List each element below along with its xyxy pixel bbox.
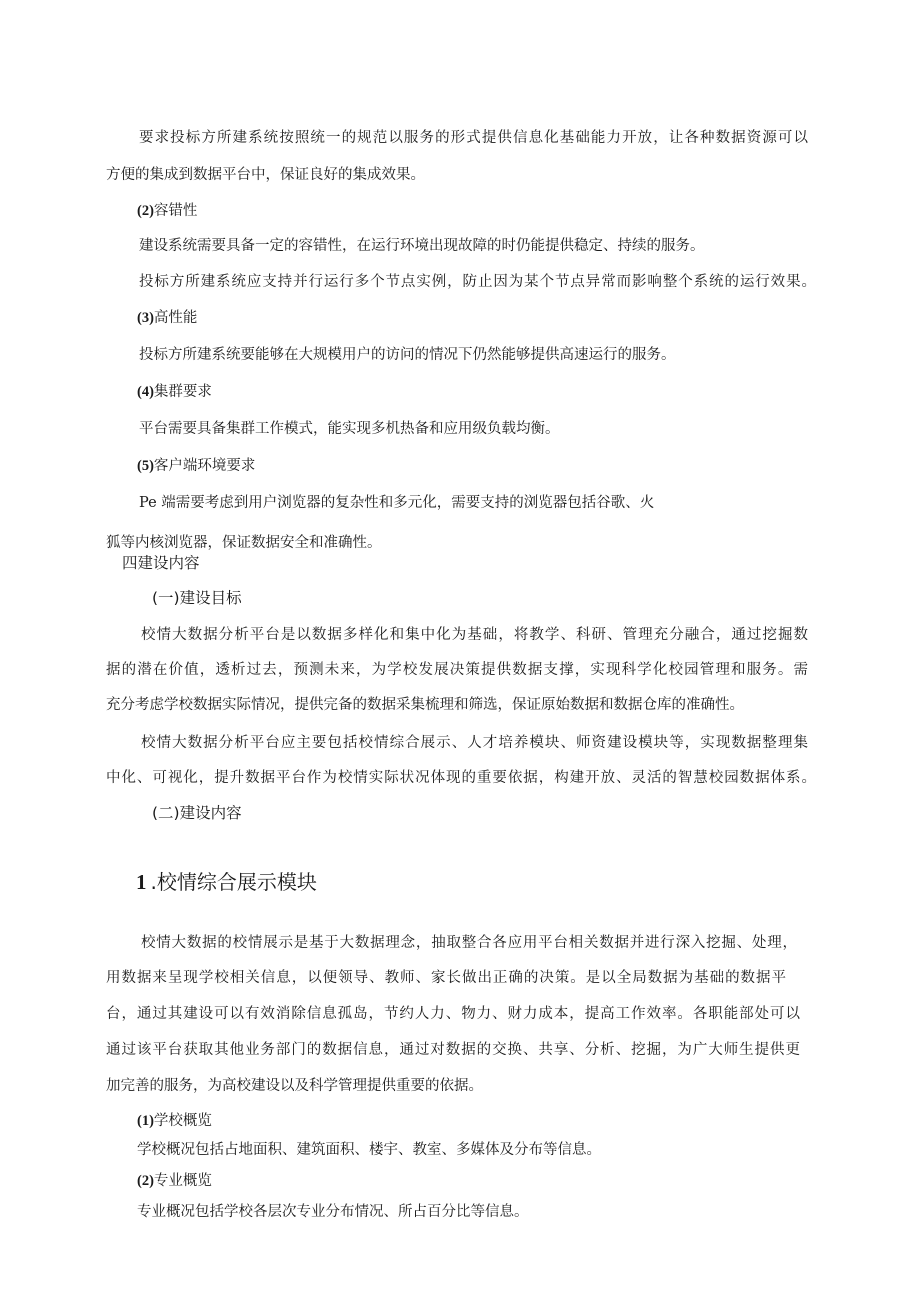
chapter-title: 四建设内容 (122, 554, 200, 572)
section-title: 容错性 (153, 203, 198, 219)
paragraph-line: 中化、可视化，提升数据平台作为校情实际状况体现的重要依据，构建开放、灵活的智慧校园数据体系。 (106, 770, 816, 786)
section-title: 高性能 (153, 310, 198, 326)
section-number: (1) (137, 1113, 154, 1129)
paragraph-line: 充分考虑学校数据实际情况，提供完备的数据采集梳理和筛选，保证原始数据和数据仓库的准确性。 (106, 697, 744, 713)
section-number: (2) (137, 203, 154, 219)
section-heading (137, 1111, 212, 1131)
paragraph-line: 专业概况包括学校各层次专业分布情况、所占百分比等信息。 (137, 1204, 529, 1220)
paragraph-line: 校情大数据的校情展示是基于大数据理念，抽取整合各应用平台相关数据并进行深入挖掘、处理， (141, 935, 797, 951)
section-number: (4) (137, 384, 154, 400)
section-heading (137, 201, 197, 221)
section-number: (2) (137, 1173, 154, 1189)
section-heading (137, 382, 212, 402)
module-title (136, 868, 317, 896)
paragraph-line: 狐等内核浏览器，保证数据安全和准确性。 (106, 535, 382, 551)
section-heading (137, 456, 255, 476)
paragraph-line: 平台需要具备集群工作模式，能实现多机热备和应用级负载均衡。 (139, 421, 560, 437)
paragraph-line: 建设系统需要具备一定的容错性，在运行环境出现故障的时仍能提供稳定、持续的服务。 (139, 238, 705, 254)
paragraph-line: 要求投标方所建系统按照统一的规范以服务的形式提供信息化基础能力开放，让各种数据资源可以 (139, 130, 808, 146)
paragraph-line: 据的潜在价值，透析过去，预测未来，为学校发展决策提供数据支撑，实现科学化校园管理和服务。需 (106, 662, 808, 678)
paragraph-line: 加完善的服务，为高校建设以及科学管理提供重要的依据。 (106, 1078, 483, 1094)
paragraph-line: 投标方所建系统要能够在大规模用户的访问的情况下仍然能够提供高速运行的服务。 (139, 347, 676, 363)
section-title: 集群要求 (153, 384, 212, 400)
paragraph-line: 投标方所建系统应支持并行运行多个节点实例，防止因为某个节点异常而影响整个系统的运行效果。 (139, 274, 816, 290)
paragraph-line: Pe 端需要考虑到用户浏览器的复杂性和多元化，需要支持的浏览器包括谷歌、火 (139, 495, 655, 511)
paragraph-line: 台，通过其建设可以有效消除信息孤岛，节约人力、物力、财力成本，提高工作效率。各职能部处可以 (106, 1006, 800, 1022)
section-title: 学校概览 (153, 1113, 212, 1129)
section-title: 客户端环境要求 (153, 458, 256, 474)
paragraph-line: 用数据来呈现学校相关信息，以便领导、教师、家长做出正确的决策。是以全局数据为基础的数据平 (106, 970, 786, 986)
section-heading (137, 308, 197, 328)
paragraph-line: 通过该平台获取其他业务部门的数据信息，通过对数据的交换、共享、分析、挖掘，为广大师生提供更 (106, 1042, 800, 1058)
section-title: 专业概览 (153, 1173, 212, 1189)
module-title-text: .校情综合展示模块 (150, 870, 317, 894)
section-number: (3) (137, 310, 154, 326)
section-heading (137, 1171, 212, 1191)
subchapter-title: (二)建设内容 (152, 804, 242, 822)
subchapter-title: (一)建设目标 (152, 589, 242, 607)
module-number: 1 (136, 870, 147, 894)
paragraph-line: 方便的集成到数据平台中，保证良好的集成效果。 (106, 167, 425, 183)
paragraph-line: 校情大数据分析平台应主要包括校情综合展示、人才培养模块、师资建设模块等，实现数据整理集 (141, 735, 808, 751)
paragraph-line: 学校概况包括占地面积、建筑面积、楼宇、教室、多媒体及分布等信息。 (137, 1142, 601, 1158)
section-number: (5) (137, 458, 154, 474)
paragraph-line: 校情大数据分析平台是以数据多样化和集中化为基础，将教学、科研、管理充分融合，通过挖掘数 (141, 627, 808, 643)
